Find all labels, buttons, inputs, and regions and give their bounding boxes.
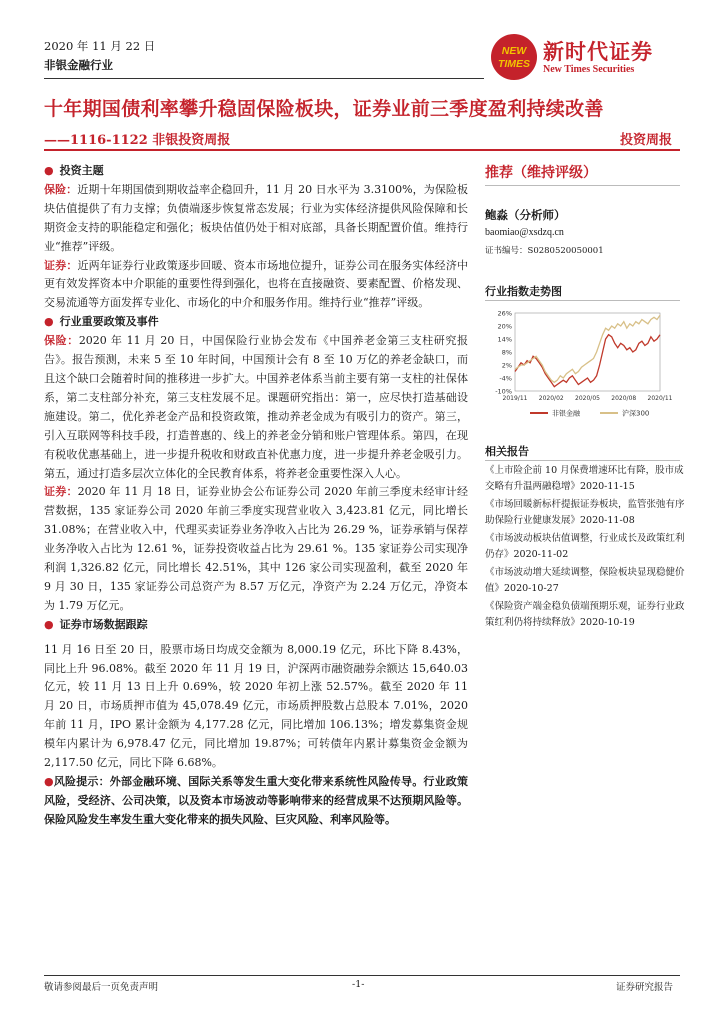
certificate-number: 证书编号：S0280520050001 <box>485 246 604 256</box>
y-tick-label: 14% <box>497 335 512 344</box>
report-title: 十年期国债利率攀升稳固保险板块，证券业前三季度盈利持续改善 <box>44 98 604 120</box>
title-divider <box>44 149 680 151</box>
bullet-icon: ● <box>44 775 54 788</box>
header-divider <box>44 78 484 79</box>
related-report-link[interactable]: 《市场波动板块估值调整，行业成长及政策红利仍存》2020-11-02 <box>485 533 685 560</box>
related-report-link[interactable]: 《市场回暖新标杆提振证券板块，监管张弛有序助保险行业健康发展》2020-11-08 <box>485 499 685 526</box>
y-tick-label: 20% <box>497 322 512 331</box>
report-subtitle: ——1116-1122 非银投资周报 <box>44 133 231 148</box>
page-number: -1- <box>352 979 365 990</box>
report-type-footer: 证券研究报告 <box>616 982 674 993</box>
footer-divider <box>44 975 680 976</box>
x-tick-label: 2019/11 <box>502 395 528 402</box>
y-tick-label: 2% <box>501 361 512 370</box>
x-tick-label: 2020/08 <box>611 395 637 402</box>
sidebar-divider <box>485 300 680 301</box>
y-tick-label: 8% <box>501 348 512 357</box>
securities-label: 证券： <box>44 258 78 272</box>
paragraph-securities: 证券：近两年证券行业政策逐步回暖、资本市场地位提升，证券公司在服务实体经济中更有效发挥资本中介职能的重要性得到强化，也将在直接融资、要素配置、价格发现、交易流通等方面发挥专业化、市场化的中介和服务作用。维持行业“推荐”评级。 <box>44 258 469 310</box>
trend-chart-svg <box>485 303 685 423</box>
company-name-cn: 新时代证券 <box>543 39 653 64</box>
x-tick-label: 2020/05 <box>575 395 600 402</box>
series-line-csi300 <box>515 315 660 382</box>
section-heading-news: ● 行业重要政策及事件 <box>44 315 159 329</box>
sidebar-divider <box>485 185 680 186</box>
sidebar-divider <box>485 460 680 461</box>
related-reports-title: 相关报告 <box>485 445 529 458</box>
company-logo-icon <box>491 34 537 80</box>
series-line-nonbank-finance <box>515 335 660 387</box>
related-reports-list <box>485 463 685 633</box>
risk-warning: ●风险提示：外部金融环境、国际关系等发生重大变化带来系统性风险传导。行业政策风险，受经济、公司决策，以及资本市场波动等影响带来的经营成果不达预期风险等。保险风险发生率发生重大变化带来的损失风险、巨灾风险、利率风险等。 <box>44 775 469 826</box>
paragraph-insurance: 保险：近期十年期国债到期收益率企稳回升，11 月 20 日水平为 3.3100%，为保险板块估值提供了有力支撑；负债端逐步恢复常态发展；行业为实体经济提供风险保障和长期资金支持的职能稳定和强化；板块估值仍处于相对底部，具备长期配置价值。维持行业“推荐”评级。 <box>44 182 469 253</box>
legend-label: 沪深300 <box>622 409 650 418</box>
analyst-name: 鲍淼（分析师） <box>485 208 566 222</box>
paragraph-securities-news: 证券：2020 年 11 月 18 日，证券业协会公布证券公司 2020 年前三季度未经审计经营数据，135 家证券公司 2020 年前三季度实现营业收入 3,423.81 亿元，同比增长 31.08%；在营业收入中，代理买卖证券业务净收入占比为 26.29 %，证券承销与保荐业务净收入占比为 12.61 %，证券投资收益占比为 29.61 %。135 家证券公司实现净利润 1,326.82 亿元，同比增长 42.51%，其中 126 家公司实现盈利，截至 2020 年 9 月 30 日，135 家证券公司总资产为 8.57 万亿元，净资产为 2.24 万亿元，净资本为 1.79 万亿元。 <box>44 485 468 612</box>
paragraph-market-data: 11 月 16 日至 20 日，股票市场日均成交金额为 8,000.19 亿元，环比下降 8.43%，同比上升 96.08%。截至 2020 年 11 月 19 日，沪深两市融资融券余额达 15,640.03 亿元，较 11 月 13 日上升 0.69%，较 2020 年初上涨 52.57%。截至 2020 年 11 月 20 日，市场质押市值为 45,078.49 亿元，市场质押股数占总股本 7.01%，2020 年前 11 月，IPO 累计金额为 4,177.28 亿元，同比增加 106.13%；增发募集资金规模年内累计为 6,978.47 亿元，同比增加 19.87%；可转债年内累计募集资金金额为 2,117.50 亿元，同比下降 6.68%。 <box>44 642 468 770</box>
logo-text-1: NEW <box>501 45 527 57</box>
rating-label: 推荐（维持评级） <box>485 165 597 181</box>
company-name-en: New Times Securities <box>543 64 635 75</box>
related-report-link[interactable]: 《市场波动增大延续调整，保险板块显现稳健价值》2020-10-27 <box>485 567 685 594</box>
disclaimer-note: 敬请参阅最后一页免责声明 <box>44 982 159 993</box>
section-heading-market: ● 证券市场数据跟踪 <box>44 617 148 631</box>
paragraph-insurance-news: 保险：2020 年 11 月 20 日，中国保险行业协会发布《中国养老金第三支柱研究报告》。报告预测，未来 5 至 10 年时间，中国预计会有 8 至 10 万亿的养老金缺口，而且这个缺口会随着时间的推移进一步扩大。中国养老体系当前主要有第一支柱的社保体系，第二支柱部分补充，第三支柱发展不足。课题研究指出：第一，应尽快打造基础设施建设。第二，优化养老金产品和投资政策，推动养老金成为有吸引力的资产。第三，引入互联网等科技手段，打造普惠的、线上的养老金分销和账户管理体系。第四，在现有税收优惠基础上，进一步提升税收和财政直补优惠力度，进一步提升养老金吸引力。第五，通过打造多层次立体化的全民教育体系，将养老金重要性深入人心。 <box>44 334 468 480</box>
bullet-icon: ● <box>44 617 54 631</box>
securities-label: 证券： <box>44 485 78 499</box>
main-column <box>44 162 468 830</box>
y-tick-label: -10% <box>495 387 512 396</box>
logo-text-2: TIMES <box>497 58 531 70</box>
related-report-link[interactable]: 《上市险企前 10 月保费增速环比有降，股市成交略有升温两融稳增》2020-11-15 <box>485 465 684 492</box>
bullet-icon: ● <box>44 164 54 177</box>
insurance-label: 保险： <box>44 334 79 348</box>
insurance-label: 保险： <box>44 182 78 196</box>
bullet-icon: ● <box>44 315 54 329</box>
document-type: 投资周报 <box>620 133 673 148</box>
section-heading-theme: ● 投资主题 <box>44 164 104 177</box>
report-date: 2020 年 11 月 22 日 <box>44 39 156 53</box>
y-tick-label: -4% <box>499 374 512 383</box>
chart-plot-frame <box>515 313 660 391</box>
related-report-link[interactable]: 《保险资产端金稳负债端预期乐观，证券行业政策红利仍将持续释放》2020-10-19 <box>485 601 685 628</box>
sector-label: 非银金融行业 <box>44 58 113 72</box>
x-tick-label: 2020/11 <box>647 395 673 402</box>
y-tick-label: 26% <box>497 309 512 318</box>
analyst-email: baomiao@xsdzq.cn <box>485 227 564 238</box>
trend-chart-title: 行业指数走势图 <box>485 285 562 298</box>
legend-label: 非银金融 <box>552 409 580 418</box>
index-trend-chart <box>485 303 685 423</box>
x-tick-label: 2020/02 <box>538 395 564 402</box>
